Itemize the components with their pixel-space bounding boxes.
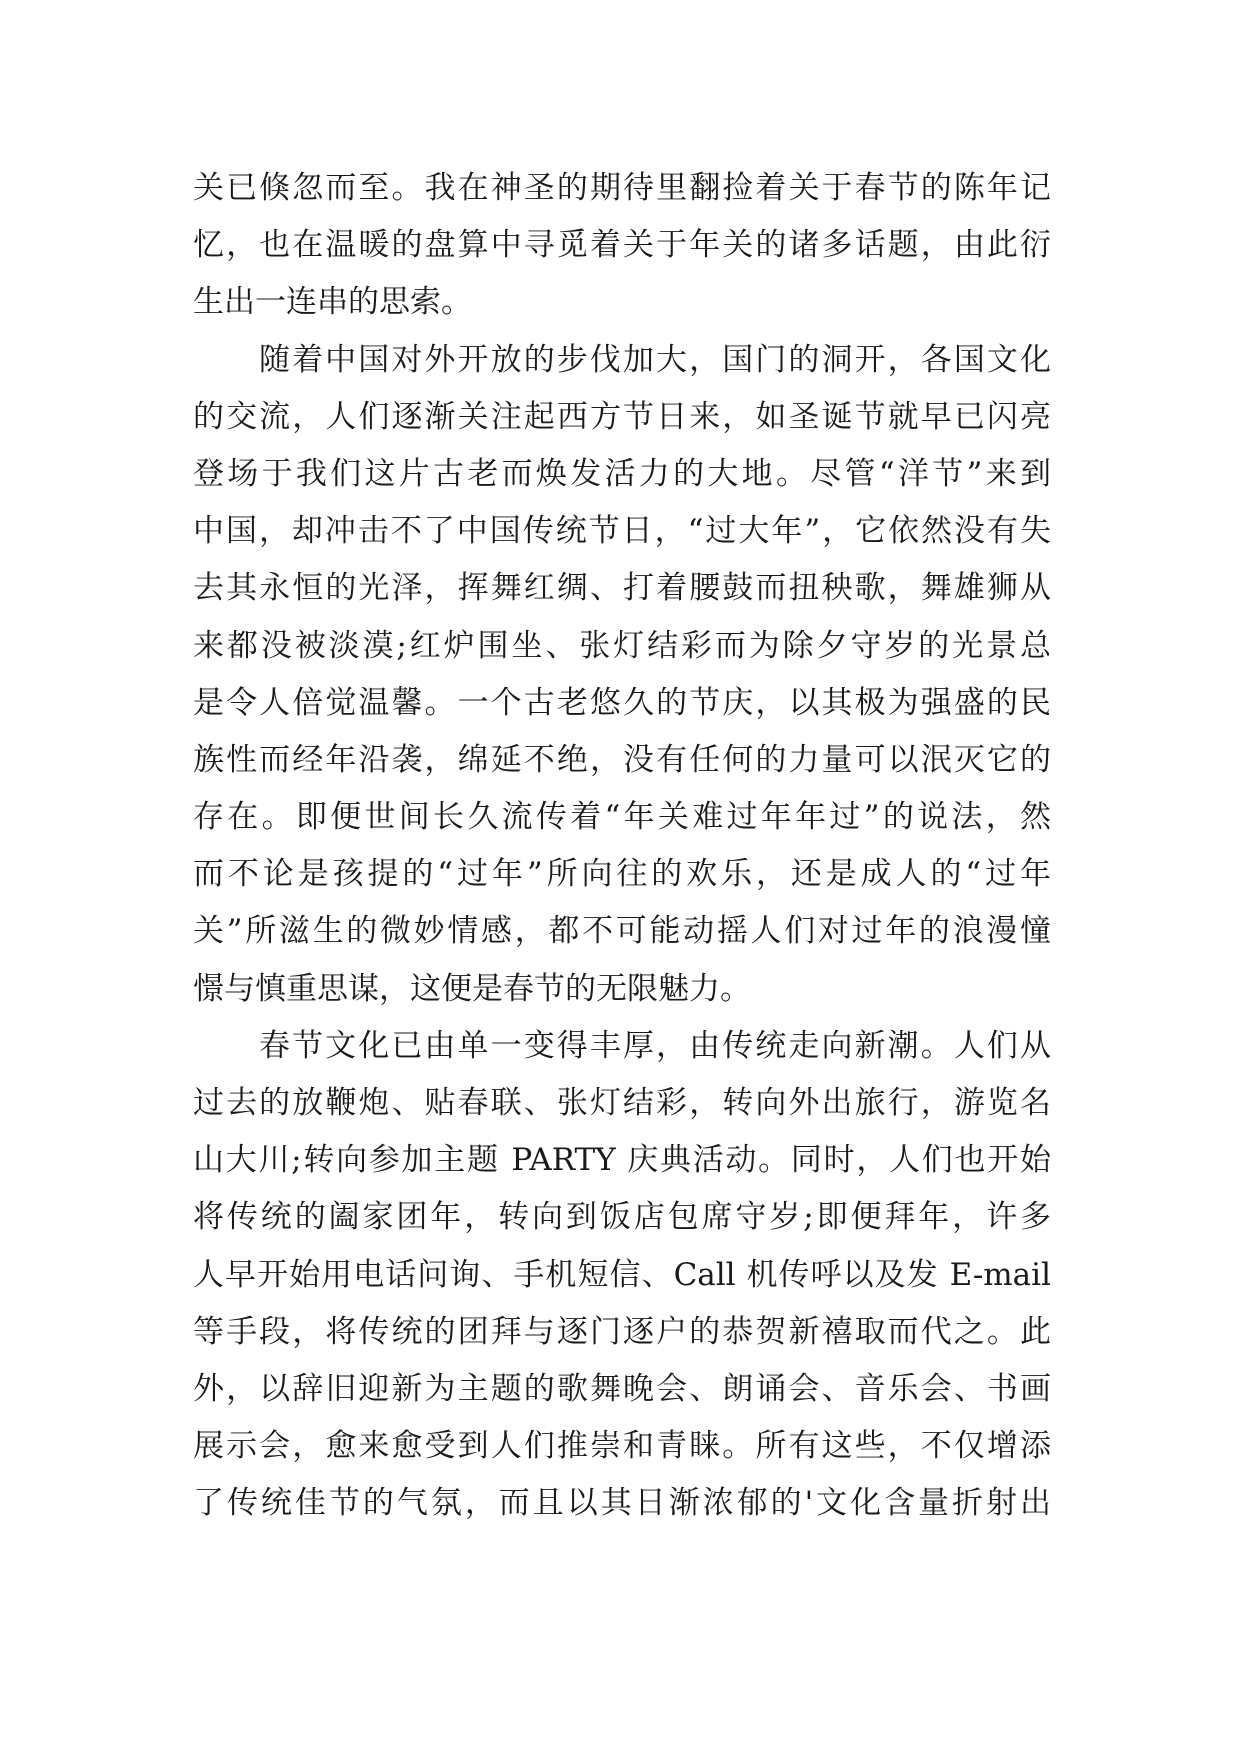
text-line: 过去的放鞭炮、贴春联、张灯结彩，转向外出旅行，游览名 — [193, 1085, 1051, 1121]
text-line: 去其永恒的光泽，挥舞红绸、打着腰鼓而扭秧歌，舞雄狮从 — [193, 570, 1051, 607]
text-line: 生出一连串的思索。 — [193, 284, 472, 321]
text-line: 山大川;转向参加主题 PARTY 庆典活动。同时，人们也开始 — [193, 1142, 1051, 1179]
text-line: 的交流，人们逐渐关注起西方节日来，如圣诞节就早已闪亮 — [193, 398, 1051, 435]
text-line: 关已倏忽而至。我在神圣的期待里翻捡着关于春节的陈年记 — [193, 170, 1051, 206]
text-line: 登场于我们这片古老而焕发活力的大地。尽管“洋节”来到 — [193, 455, 1051, 492]
text-line: 来都没被淡漠;红炉围坐、张灯结彩而为除夕守岁的光景总 — [193, 627, 1051, 664]
text-line: 忆，也在温暖的盘算中寻觅着关于年关的诸多话题，由此衍 — [193, 227, 1051, 264]
text-line: 存在。即便世间长久流传着“年关难过年年过”的说法，然 — [193, 799, 1051, 836]
text-line: 憬与慎重思谋，这便是春节的无限魅力。 — [193, 970, 751, 1007]
text-line: 等手段，将传统的团拜与逐门逐户的恭贺新禧取而代之。此 — [193, 1313, 1051, 1350]
text-line: 中国，却冲击不了中国传统节日，“过大年”，它依然没有失 — [193, 513, 1051, 550]
text-line: 春节文化已由单一变得丰厚，由传统走向新潮。人们从 — [259, 1027, 1051, 1064]
text-line: 将传统的阖家团年，转向到饭店包席守岁;即便拜年，许多 — [193, 1199, 1051, 1236]
paragraph-2 — [193, 332, 1051, 1018]
paragraph-3 — [193, 1018, 1051, 1533]
text-line: 展示会，愈来愈受到人们推崇和青睐。所有这些，不仅增添 — [193, 1428, 1051, 1465]
text-line: 随着中国对外开放的步伐加大，国门的洞开，各国文化 — [259, 341, 1051, 378]
paragraph-1 — [193, 160, 1051, 332]
text-line: 人早开始用电话问询、手机短信、Call 机传呼以及发 E-mail — [193, 1256, 1051, 1293]
text-line: 族性而经年沿袭，绵延不绝，没有任何的力量可以泯灭它的 — [193, 741, 1051, 778]
text-line: 外，以辞旧迎新为主题的歌舞晚会、朗诵会、音乐会、书画 — [193, 1370, 1051, 1407]
document-page — [193, 160, 1051, 1533]
text-line: 是令人倍觉温馨。一个古老悠久的节庆，以其极为强盛的民 — [193, 684, 1051, 721]
text-line: 了传统佳节的气氛，而且以其日渐浓郁的'文化含量折射出 — [193, 1485, 1051, 1522]
text-line: 而不论是孩提的“过年”所向往的欢乐，还是成人的“过年 — [193, 856, 1051, 893]
text-line: 关”所滋生的微妙情感，都不可能动摇人们对过年的浪漫憧 — [193, 913, 1051, 950]
